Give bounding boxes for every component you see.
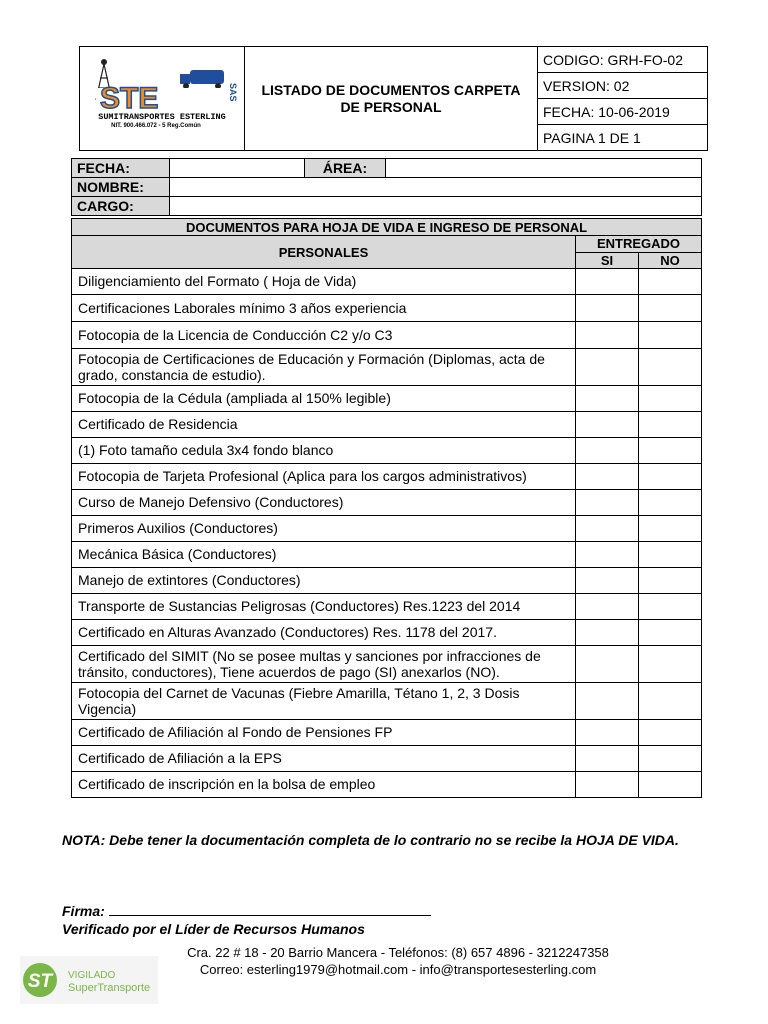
- checkbox-no[interactable]: [639, 772, 702, 798]
- table-row: [72, 412, 702, 438]
- section-title: DOCUMENTOS PARA HOJA DE VIDA E INGRESO DE PERSONAL: [72, 219, 702, 236]
- checkbox-no[interactable]: [639, 386, 702, 412]
- document-item-label: Curso de Manejo Defensivo (Conductores): [72, 490, 576, 516]
- fecha-label: FECHA:: [72, 159, 170, 178]
- checkbox-si[interactable]: [576, 646, 639, 683]
- address-line-1: Cra. 22 # 18 - 20 Barrio Mancera - Teléfonos: (8) 657 4896 - 3212247358: [187, 945, 609, 960]
- document-item-label: Certificado de inscripción en la bolsa de empleo: [72, 772, 576, 798]
- company-logo: [80, 48, 244, 150]
- document-item-label: Certificado del SIMIT (No se posee multas y sanciones por infracciones de tránsito, conductores), Tiene acuerdos de pago (SI) anexarlos (NO).: [72, 646, 576, 683]
- checkbox-no[interactable]: [639, 542, 702, 568]
- document-item-label: (1) Foto tamaño cedula 3x4 fondo blanco: [72, 438, 576, 464]
- checkbox-no[interactable]: [639, 594, 702, 620]
- table-row: [72, 438, 702, 464]
- checkbox-si[interactable]: [576, 269, 639, 295]
- nombre-label: NOMBRE:: [72, 178, 170, 197]
- checkbox-si[interactable]: [576, 620, 639, 646]
- document-item-label: Fotocopia del Carnet de Vacunas (Fiebre Amarilla, Tétano 1, 2, 3 Dosis Vigencia): [72, 683, 576, 720]
- table-row: [72, 490, 702, 516]
- document-item-label: Certificado de Residencia: [72, 412, 576, 438]
- supertransporte-logo: [20, 956, 158, 1004]
- supertransporte-logo-icon: [20, 956, 158, 1004]
- checkbox-no[interactable]: [639, 516, 702, 542]
- document-rows: [72, 269, 702, 798]
- document-item-label: Diligenciamiento del Formato ( Hoja de Vida): [72, 269, 576, 295]
- personales-header: PERSONALES: [72, 236, 576, 269]
- table-row: [72, 772, 702, 798]
- area-field[interactable]: [386, 159, 702, 178]
- checkbox-no[interactable]: [639, 568, 702, 594]
- checkbox-no[interactable]: [639, 720, 702, 746]
- checkbox-si[interactable]: [576, 594, 639, 620]
- checkbox-si[interactable]: [576, 438, 639, 464]
- table-row: [72, 594, 702, 620]
- table-row: [72, 720, 702, 746]
- logo-sas: SAS: [228, 82, 238, 102]
- document-item-label: Fotocopia de Tarjeta Profesional (Aplica para los cargos administrativos): [72, 464, 576, 490]
- supertransporte-text: SuperTransporte: [68, 982, 151, 994]
- address-line-2: Correo: esterling1979@hotmail.com - info@transportesesterling.com: [199, 962, 597, 977]
- document-item-label: Transporte de Sustancias Peligrosas (Conductores) Res.1223 del 2014: [72, 594, 576, 620]
- checkbox-no[interactable]: [639, 349, 702, 386]
- document-item-label: Fotocopia de la Licencia de Conducción C2 y/o C3: [72, 322, 576, 349]
- checkbox-si[interactable]: [576, 720, 639, 746]
- logo-nit: NIT. 900.466.072 - 5 Reg.Común: [111, 122, 201, 129]
- table-row: [72, 322, 702, 349]
- checkbox-no[interactable]: [639, 683, 702, 720]
- document-item-label: Fotocopia de la Cédula (ampliada al 150% legible): [72, 386, 576, 412]
- checkbox-no[interactable]: [639, 322, 702, 349]
- checkbox-no[interactable]: [639, 269, 702, 295]
- checkbox-no[interactable]: [639, 646, 702, 683]
- area-label: ÁREA:: [305, 159, 386, 178]
- cargo-field[interactable]: [170, 197, 702, 216]
- checkbox-no[interactable]: [639, 490, 702, 516]
- table-row: [72, 746, 702, 772]
- checkbox-si[interactable]: [576, 412, 639, 438]
- document-item-label: Mecánica Básica (Conductores): [72, 542, 576, 568]
- checkbox-si[interactable]: [576, 542, 639, 568]
- document-item-label: Certificado de Afiliación a la EPS: [72, 746, 576, 772]
- si-header: SI: [576, 252, 639, 269]
- verified-by: Verificado por el Líder de Recursos Humanos: [62, 921, 365, 937]
- checkbox-si[interactable]: [576, 490, 639, 516]
- document-page: PAGINA 1 DE 1: [538, 125, 708, 151]
- document-item-label: Certificado de Afiliación al Fondo de Pensiones FP: [72, 720, 576, 746]
- checkbox-si[interactable]: [576, 322, 639, 349]
- table-row: [72, 683, 702, 720]
- documents-table: [71, 218, 702, 798]
- entregado-header: ENTREGADO: [576, 236, 702, 253]
- table-row: [72, 568, 702, 594]
- table-row: [72, 516, 702, 542]
- checkbox-si[interactable]: [576, 464, 639, 490]
- header-table: [79, 46, 708, 151]
- table-row: [72, 620, 702, 646]
- table-row: [72, 542, 702, 568]
- info-table: [71, 158, 702, 216]
- fecha-field[interactable]: [170, 159, 305, 178]
- logo-cell: [80, 47, 245, 151]
- cargo-label: CARGO:: [72, 197, 170, 216]
- nombre-field[interactable]: [170, 178, 702, 197]
- checkbox-si[interactable]: [576, 386, 639, 412]
- checkbox-si[interactable]: [576, 568, 639, 594]
- no-header: NO: [639, 252, 702, 269]
- checkbox-no[interactable]: [639, 464, 702, 490]
- checkbox-si[interactable]: [576, 349, 639, 386]
- logo-company-name: SUMITRANSPORTES ESTERLING: [98, 111, 226, 122]
- document-title: LISTADO DE DOCUMENTOS CARPETA DE PERSONAL: [245, 47, 538, 151]
- document-item-label: Manejo de extintores (Conductores): [72, 568, 576, 594]
- checkbox-no[interactable]: [639, 295, 702, 322]
- signature-line: [62, 903, 431, 919]
- checkbox-si[interactable]: [576, 683, 639, 720]
- checkbox-si[interactable]: [576, 516, 639, 542]
- footer-logo-mark: ST: [27, 971, 53, 992]
- table-row: [72, 295, 702, 322]
- table-row: [72, 386, 702, 412]
- table-row: [72, 349, 702, 386]
- table-row: [72, 464, 702, 490]
- checkbox-si[interactable]: [576, 746, 639, 772]
- checkbox-no[interactable]: [639, 438, 702, 464]
- checkbox-no[interactable]: [639, 746, 702, 772]
- logo-letters: STE: [100, 81, 159, 115]
- document-code: CODIGO: GRH-FO-02: [538, 47, 708, 73]
- document-version: VERSION: 02: [538, 73, 708, 99]
- document-item-label: Certificaciones Laborales mínimo 3 años experiencia: [72, 295, 576, 322]
- checkbox-no[interactable]: [639, 412, 702, 438]
- vigilado-text: VIGILADO: [68, 970, 116, 981]
- checkbox-si[interactable]: [576, 772, 639, 798]
- note-text: NOTA: Debe tener la documentación completa de lo contrario no se recibe la HOJA DE VIDA.: [62, 832, 679, 848]
- document-item-label: Primeros Auxilios (Conductores): [72, 516, 576, 542]
- signature-field[interactable]: [109, 903, 431, 916]
- table-row: [72, 646, 702, 683]
- document-item-label: Fotocopia de Certificaciones de Educación y Formación (Diplomas, acta de grado, constancia de estudio).: [72, 349, 576, 386]
- document-date: FECHA: 10-06-2019: [538, 99, 708, 125]
- checkbox-no[interactable]: [639, 620, 702, 646]
- firma-label: Firma:: [62, 903, 105, 919]
- table-row: [72, 269, 702, 295]
- checkbox-si[interactable]: [576, 295, 639, 322]
- document-item-label: Certificado en Alturas Avanzado (Conductores) Res. 1178 del 2017.: [72, 620, 576, 646]
